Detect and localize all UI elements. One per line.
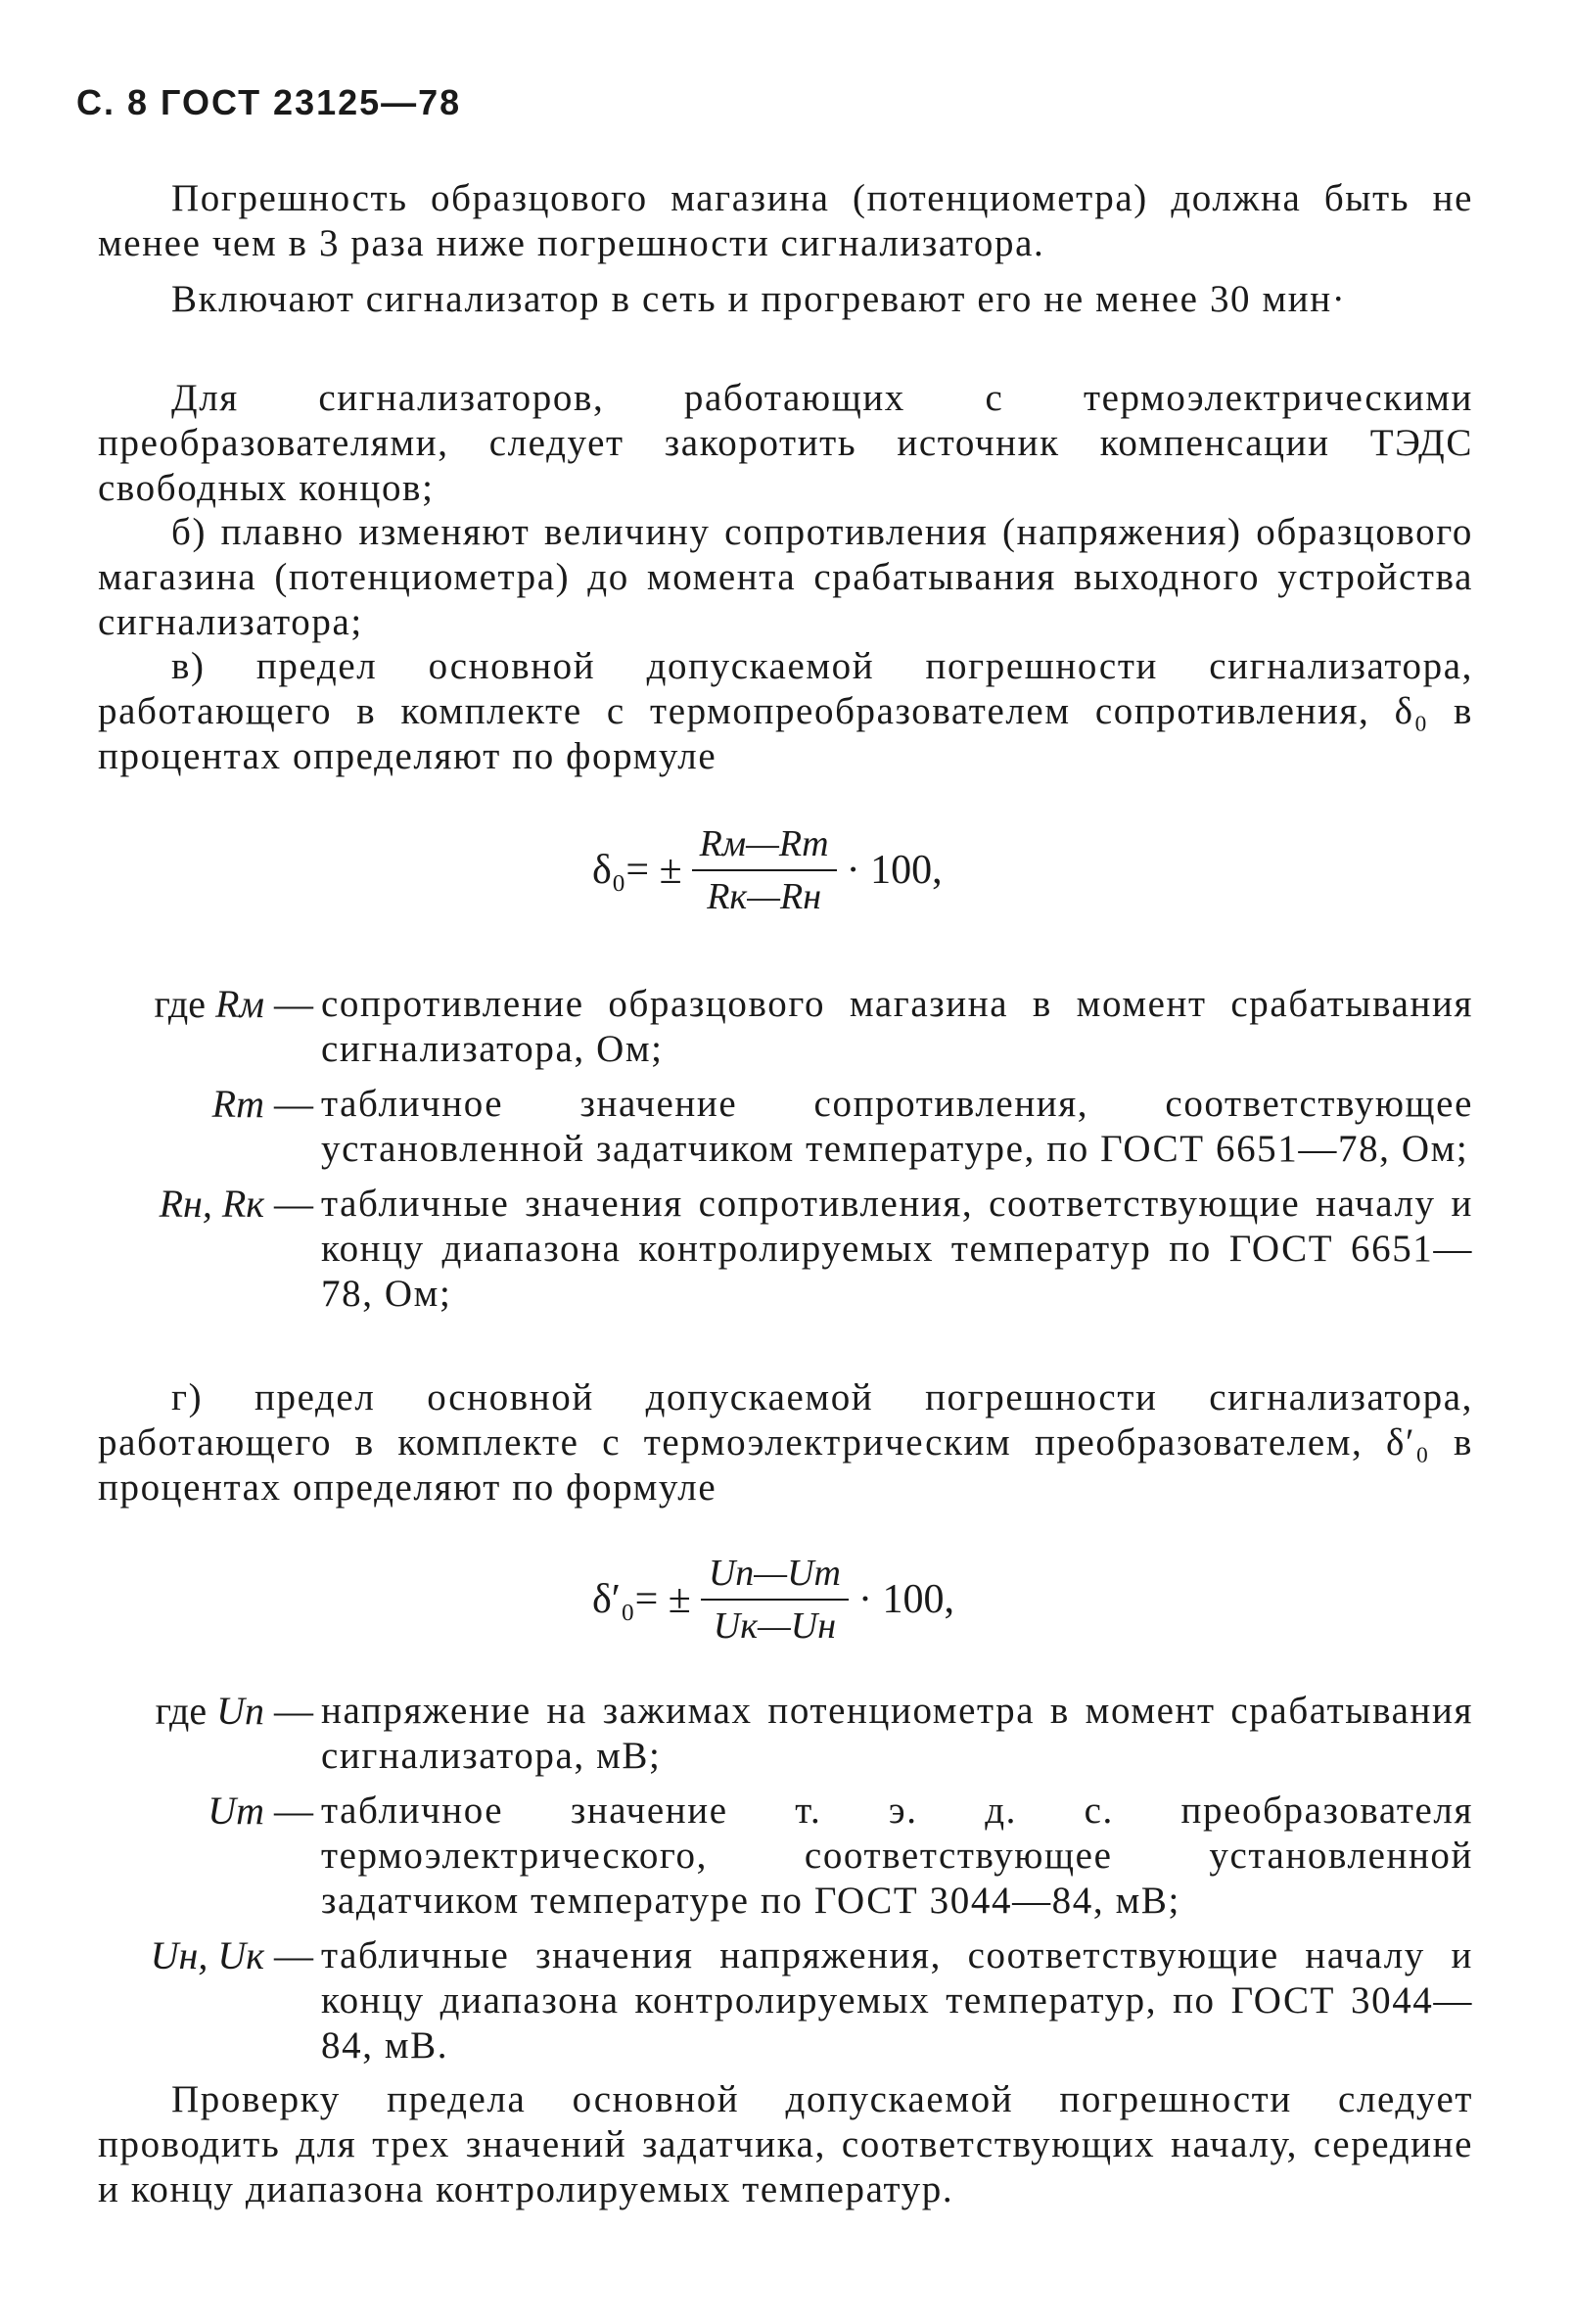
definition-text: табличные значения напряжения, соответствующие началу и концу диапазона контролируемых температур, по ГОСТ 3044—84, мВ.	[321, 1934, 1473, 2067]
definition-term	[98, 1933, 321, 2068]
definition-row	[98, 1082, 1473, 1172]
definition-dash: —	[274, 1933, 313, 1977]
definition-term	[98, 1182, 321, 1317]
formula-delta0	[592, 822, 943, 918]
formula-delta0-prime-lhs: δ′₀= ±	[592, 1577, 691, 1622]
definition-term	[98, 982, 321, 1072]
formula-delta0-prime-numerator: Uп—Uт	[701, 1552, 849, 1601]
definition-row	[98, 1933, 1473, 2068]
definition-text: сопротивление образцового магазина в момент срабатывания сигнализатора, Ом;	[321, 983, 1473, 1070]
definitions-voltage	[98, 1689, 1473, 2078]
definition-text: табличное значение сопротивления, соответствующее установленной задатчиком температуре, по ГОСТ 6651—78, Ом;	[321, 1083, 1473, 1170]
definition-dash: —	[274, 1082, 313, 1126]
definition-text: табличное значение т. э. д. с. преобразователя термоэлектрического, соответствующее установленной задатчиком температуре по ГОСТ 3044—84, мВ;	[321, 1789, 1473, 1922]
definition-row	[98, 982, 1473, 1072]
formula-delta0-fraction	[692, 822, 837, 918]
definitions-resistance	[98, 982, 1473, 1326]
definition-term	[98, 1789, 321, 1924]
paragraph-b: б) плавно изменяют величину сопротивления (напряжения) образцового магазина (потенциометра) до момента срабатывания выходного устройства сигнализатора;	[98, 511, 1473, 643]
definition-text: табличные значения сопротивления, соответствующие началу и концу диапазона контролируемых температур по ГОСТ 6651—78, Ом;	[321, 1183, 1473, 1315]
definition-symbol: Uн, Uк	[150, 1933, 264, 1977]
definition-dash: —	[274, 982, 313, 1026]
definition-term	[98, 1689, 321, 1779]
formula-delta0-prime-tail: · 100,	[857, 1577, 954, 1622]
definition-dash: —	[274, 1789, 313, 1833]
definition-row	[98, 1182, 1473, 1317]
definition-symbol: Rм	[215, 982, 264, 1026]
definition-intro: где	[154, 982, 207, 1026]
formula-delta0-tail: · 100,	[846, 848, 943, 893]
formula-delta0-prime	[592, 1552, 954, 1648]
definition-symbol: Uп	[216, 1689, 264, 1733]
definition-intro: где	[155, 1689, 208, 1733]
definition-dash: —	[274, 1689, 313, 1733]
definition-row	[98, 1789, 1473, 1924]
definition-symbol: Rт	[211, 1082, 264, 1126]
definition-symbol: Uт	[208, 1789, 264, 1833]
paragraph-thermo-short: Для сигнализаторов, работающих с термоэлектрическими преобразователями, следует закоротить источник компенсации ТЭДС свободных концов;	[98, 377, 1473, 509]
formula-delta0-prime-denominator: Uк—Uн	[713, 1605, 837, 1647]
definition-symbol: Rн, Rк	[159, 1182, 264, 1226]
definition-term	[98, 1082, 321, 1172]
formula-delta0-lhs: δ₀= ±	[592, 848, 682, 893]
definition-text: напряжение на зажимах потенциометра в момент срабатывания сигнализатора, мВ;	[321, 1690, 1473, 1777]
paragraph-accuracy: Погрешность образцового магазина (потенциометра) должна быть не менее чем в 3 раза ниже погрешности сигнализатора.	[98, 177, 1473, 264]
definition-row	[98, 1689, 1473, 1779]
paragraph-v: в) предел основной допускаемой погрешности сигнализатора, работающего в комплекте с термопреобразователем сопротивления, δ₀ в процентах определяют по формуле	[98, 645, 1473, 777]
paragraph-g: г) предел основной допускаемой погрешности сигнализатора, работающего в комплекте с термоэлектрическим преобразователем, δ′₀ в процентах определяют по формуле	[98, 1376, 1473, 1509]
formula-delta0-denominator: Rк—Rн	[707, 876, 822, 917]
formula-delta0-numerator: Rм—Rт	[692, 822, 837, 871]
paragraph-closing: Проверку предела основной допускаемой погрешности следует проводить для трех значений задатчика, соответствующих началу, середине и концу диапазона контролируемых температур.	[98, 2078, 1473, 2210]
page-header: С. 8 ГОСТ 23125—78	[76, 82, 462, 122]
paragraph-warmup: Включают сигнализатор в сеть и прогревают его не менее 30 мин·	[171, 278, 1347, 320]
definition-dash: —	[274, 1182, 313, 1226]
formula-delta0-prime-fraction	[701, 1552, 849, 1648]
